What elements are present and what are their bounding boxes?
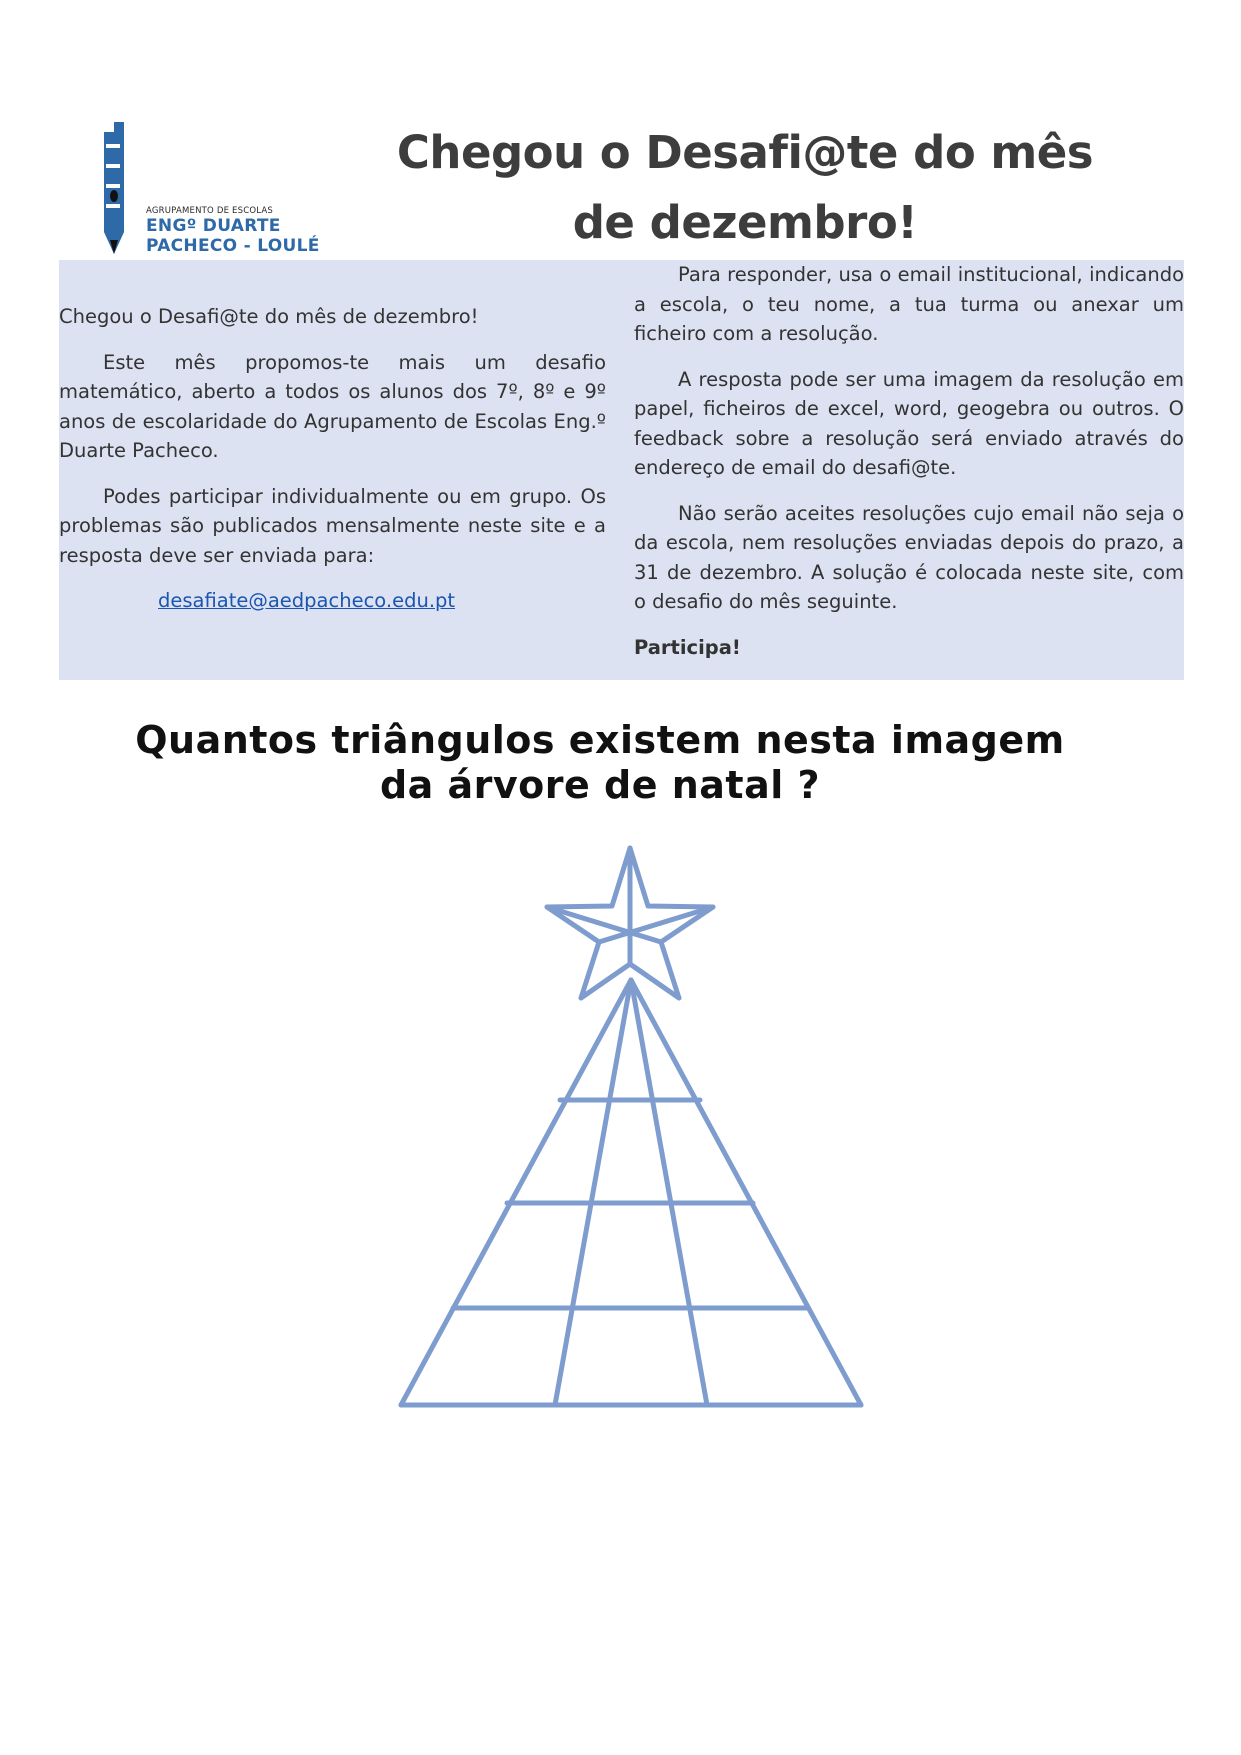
right-paragraph-1: Para responder, usa o email institucional, indicando a escola, o teu nome, a tua turma ou anexar um ficheiro com a resolução. [634, 263, 1184, 345]
star-line [547, 907, 661, 942]
left-column [59, 302, 606, 632]
tree-inner-line [631, 980, 707, 1405]
page-title: Chegou o Desafi@te do mês de dezembro! [396, 126, 1094, 249]
right-paragraph-3: Não serão aceites resoluções cujo email não seja o da escola, nem resoluções enviadas depois do prazo, a 31 de dezembro. A solução é colocada neste site, com o desafio do mês seguinte. [634, 501, 1184, 613]
logo-line-2: PACHECO - LOULÉ [146, 236, 320, 256]
logo-small-text: AGRUPAMENTO DE ESCOLAS [146, 206, 273, 216]
right-paragraph-2: A resposta pode ser uma imagem da resolução em papel, ficheiros de excel, word, geogebra ou outros. O feedback sobre a resolução será enviado através do endereço de email do desafi@te. [634, 367, 1184, 479]
email-line [59, 586, 606, 616]
left-paragraph-2: Este mês propomos-te mais um desafio matemático, aberto a todos os alunos dos 7º, 8º e 9º anos de escolaridade do Agrupamento de Escolas Eng.º Duarte Pacheco. [59, 350, 606, 462]
email-link[interactable]: desafiate@aedpacheco.edu.pt [158, 589, 456, 612]
left-paragraph-3: Podes participar individualmente ou em grupo. Os problemas são publicados mensalmente neste site e a resposta deve ser enviada para: [59, 484, 606, 567]
tree-inner-line [555, 980, 631, 1405]
tree-edge-left [401, 980, 631, 1405]
question-heading: Quantos triângulos existem nesta imagem da árvore de natal ? [135, 718, 1065, 807]
participa-text: Participa! [634, 635, 741, 659]
star-line [599, 907, 713, 942]
right-column [634, 260, 1184, 678]
logo-line-1: ENGº DUARTE [146, 216, 281, 236]
school-logo [100, 122, 320, 258]
tree-edge-right [631, 980, 861, 1405]
info-box [59, 260, 1184, 680]
christmas-tree-figure [395, 840, 875, 1420]
pencil-tower-icon [100, 122, 140, 258]
left-paragraph-1: Chegou o Desafi@te do mês de dezembro! [59, 305, 479, 328]
